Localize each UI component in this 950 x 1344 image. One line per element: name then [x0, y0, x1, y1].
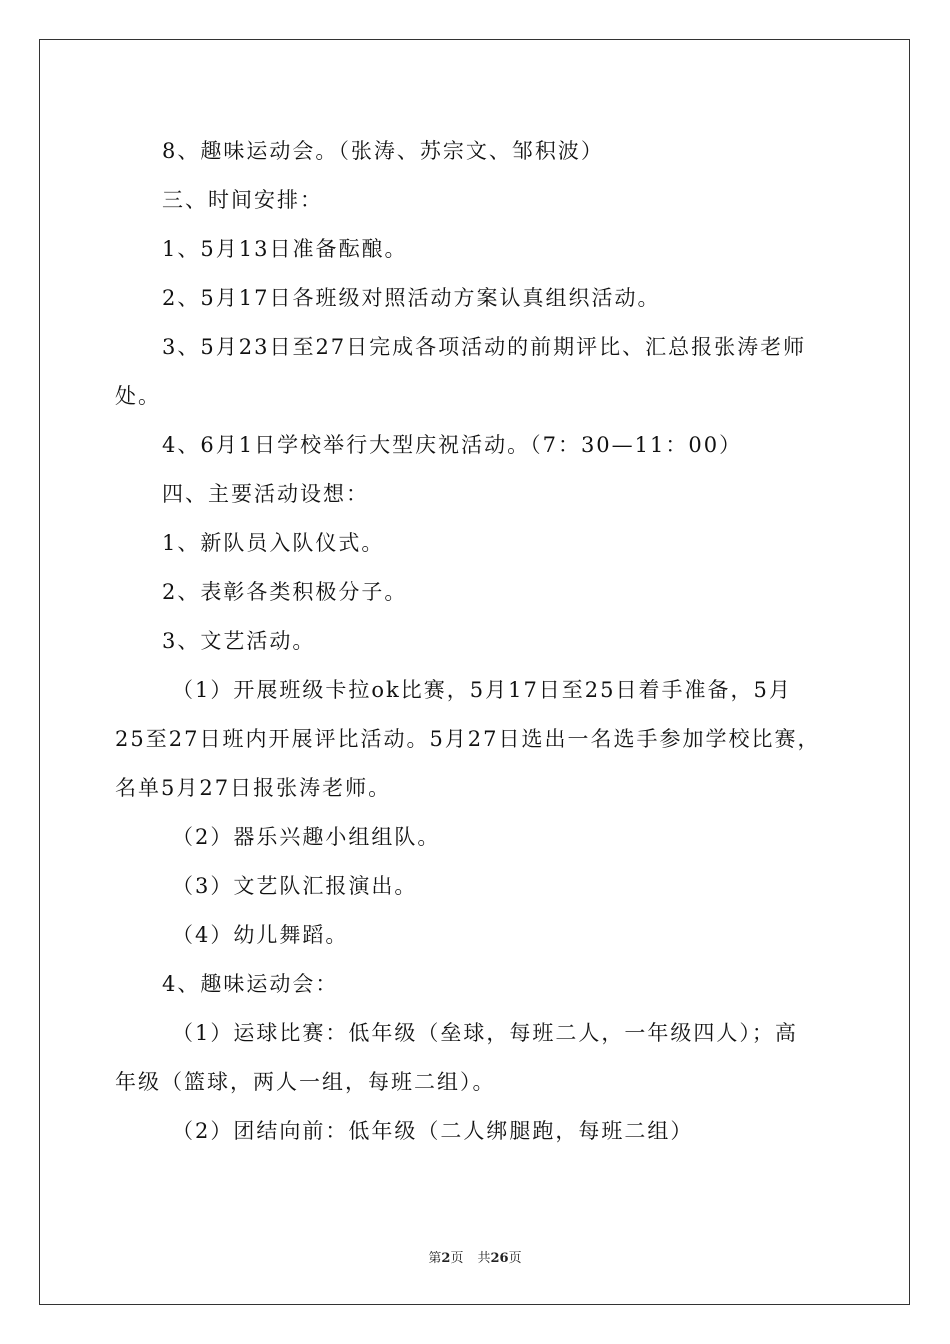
paragraph-continuation: 25至27日班内开展评比活动。5月27日选出一名选手参加学校比赛， — [115, 727, 821, 751]
paragraph: 8、趣味运动会。（张涛、苏宗文、邹积波） — [162, 139, 604, 163]
sub-item: （2）团结向前：低年级（二人绑腿跑，每班二组） — [172, 1119, 694, 1143]
page-prefix: 第 — [428, 1251, 442, 1266]
paragraph: 1、新队员入队仪式。 — [162, 531, 385, 555]
sub-item: （4）幼儿舞蹈。 — [172, 923, 349, 947]
total-pages: 26 — [490, 1251, 509, 1266]
paragraph: 1、5月13日准备酝酿。 — [162, 237, 408, 261]
paragraph: 2、5月17日各班级对照活动方案认真组织活动。 — [162, 286, 661, 310]
paragraph: 4、趣味运动会： — [162, 972, 339, 996]
section-heading: 四、主要活动设想： — [162, 482, 369, 506]
sub-item: （1）运球比赛：低年级（垒球，每班二人，一年级四人）；高 — [172, 1021, 798, 1045]
document-body — [115, 127, 837, 1156]
sub-item: （2）器乐兴趣小组组队。 — [172, 825, 441, 849]
paragraph: 3、文艺活动。 — [162, 629, 316, 653]
paragraph-continuation: 处。 — [115, 384, 161, 408]
page-suffix: 页 — [450, 1251, 464, 1266]
sub-item: （3）文艺队汇报演出。 — [172, 874, 418, 898]
paragraph: 2、表彰各类积极分子。 — [162, 580, 408, 604]
page-footer — [0, 1247, 950, 1266]
sub-item: （1）开展班级卡拉ok比赛，5月17日至25日着手准备，5月 — [172, 678, 792, 702]
paragraph-continuation: 名单5月27日报张涛老师。 — [115, 776, 392, 800]
paragraph: 4、6月1日学校举行大型庆祝活动。（7：30—11：00） — [162, 433, 743, 457]
total-suffix: 页 — [508, 1251, 522, 1266]
section-heading: 三、时间安排： — [162, 188, 323, 212]
page-number: 2 — [441, 1251, 451, 1266]
paragraph-continuation: 年级（篮球，两人一组，每班二组）。 — [115, 1070, 496, 1094]
paragraph: 3、5月23日至27日完成各项活动的前期评比、汇总报张涛老师 — [162, 335, 807, 359]
total-prefix: 共 — [477, 1251, 491, 1266]
